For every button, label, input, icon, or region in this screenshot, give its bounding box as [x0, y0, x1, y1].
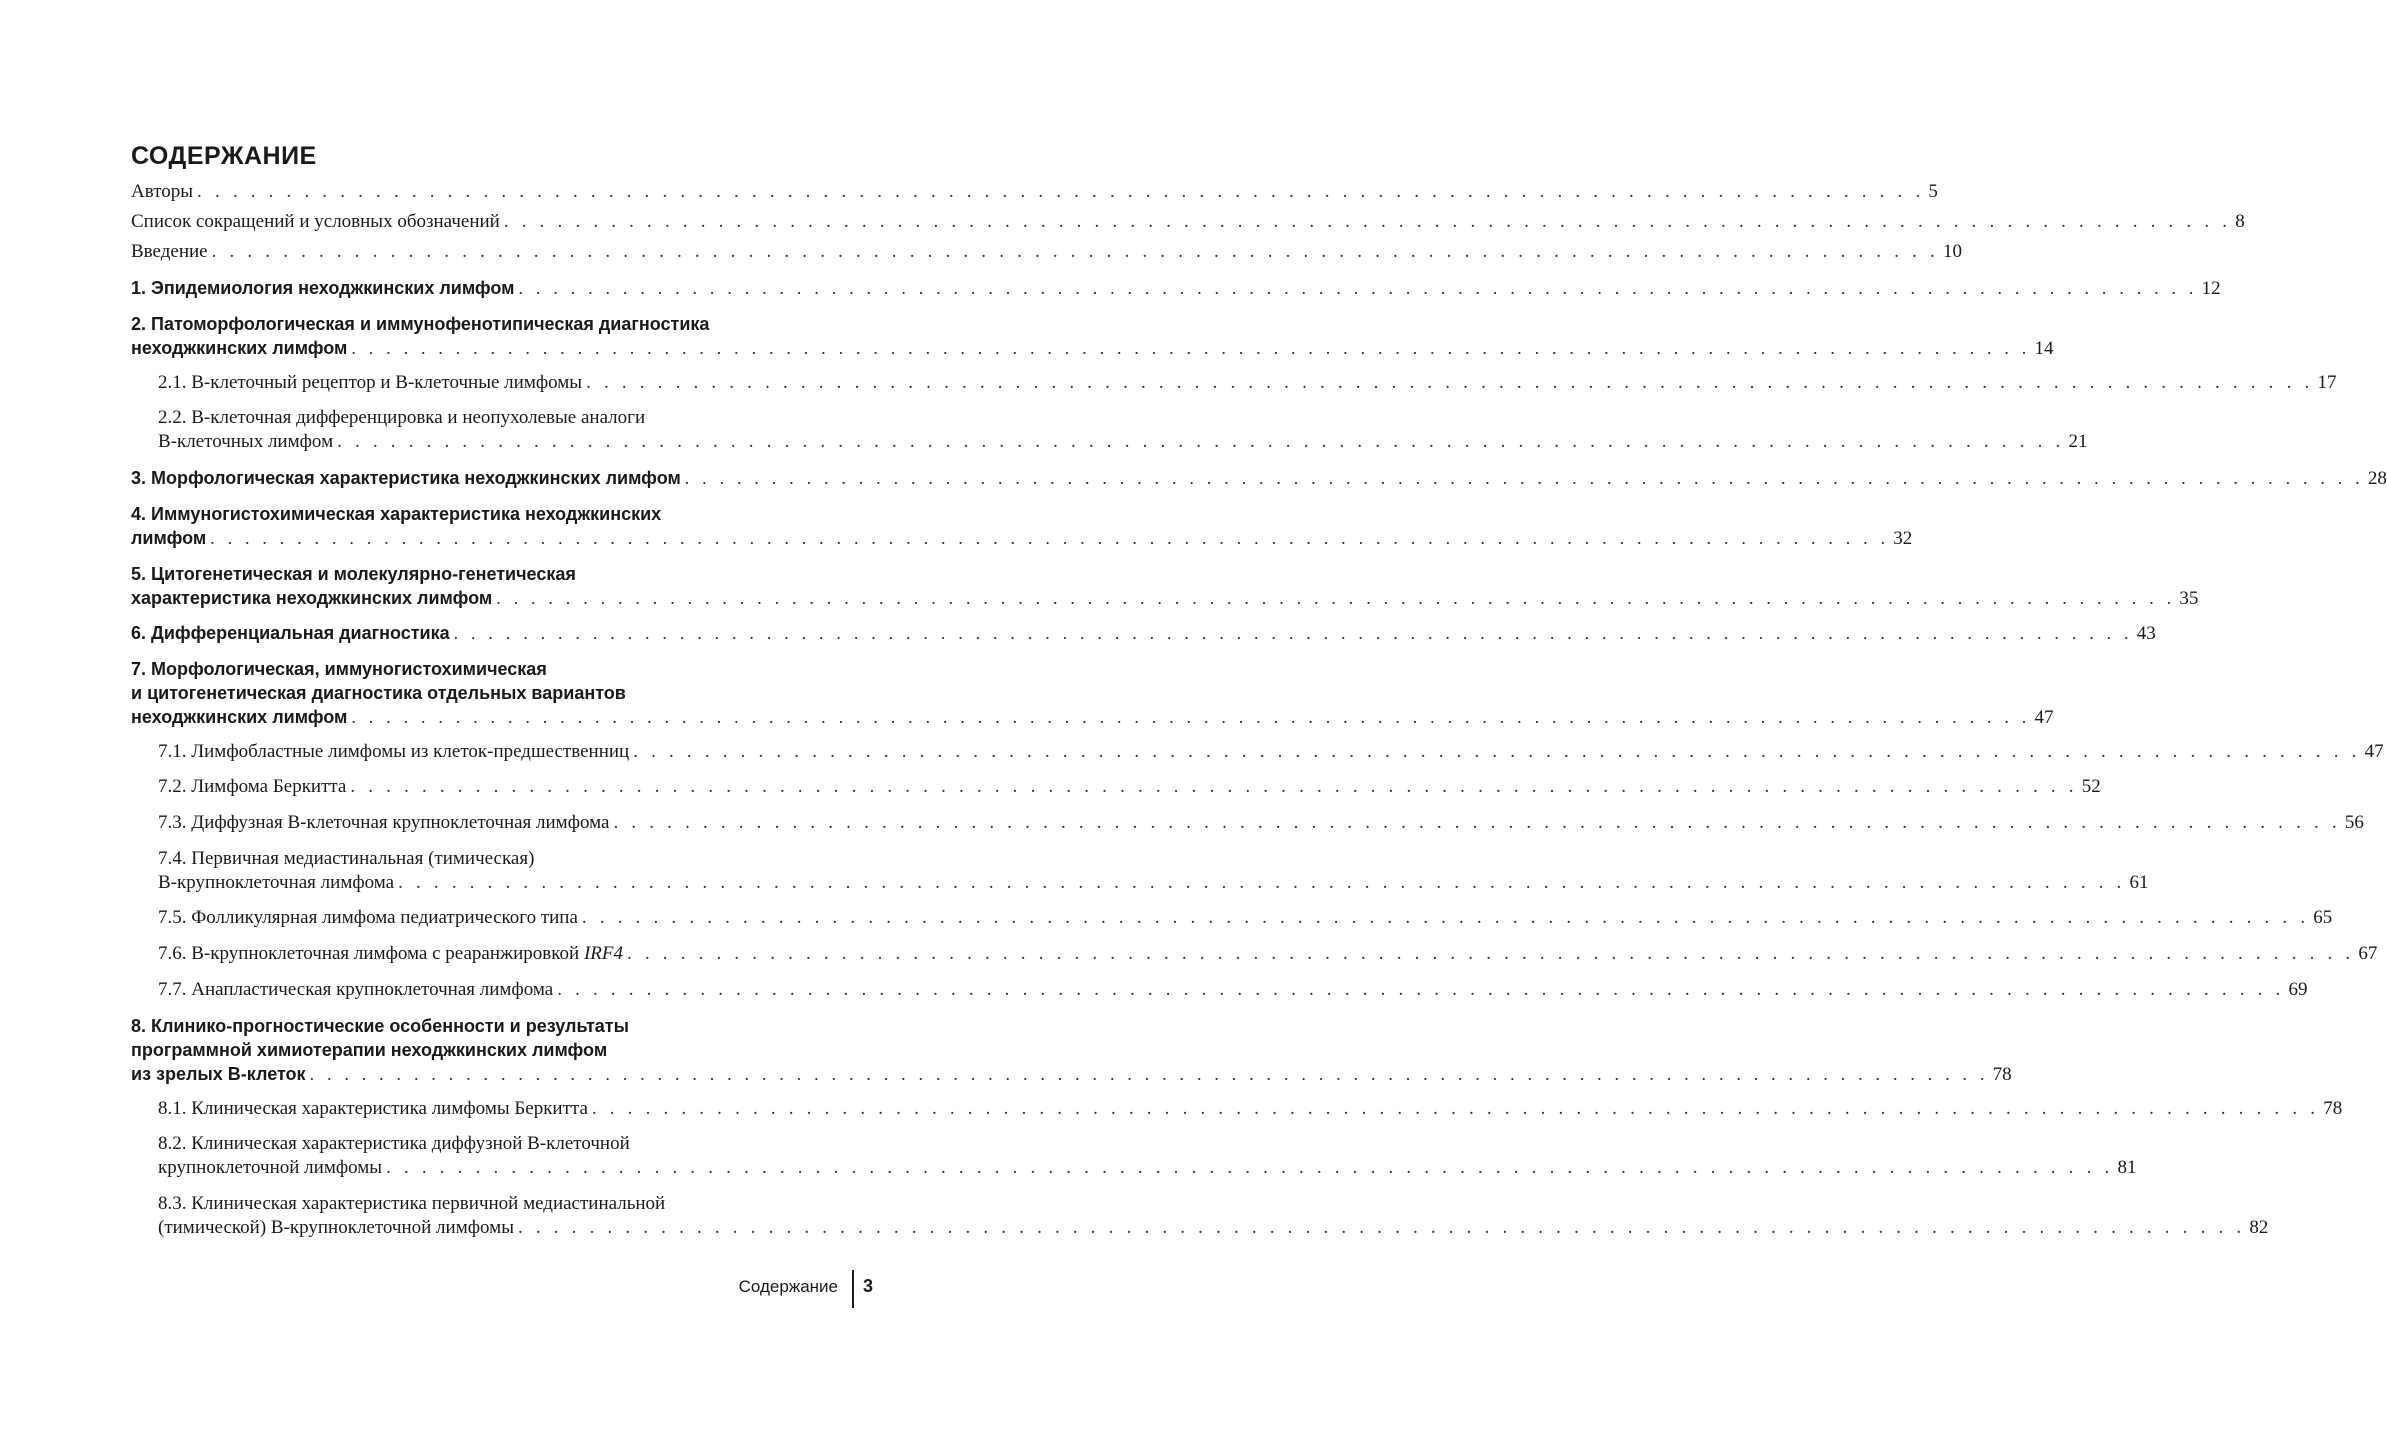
- leader-dots: . . . . . . . . . . . . . . . . . . . . . . . . . . . . . . . . . . . . . . . . . . . . . . . . . . . . . . . . . . . . . . . . . . . . . . . . . . . . . . . . . . . . . . . . . . . . . . . . .: [386, 1157, 2114, 1178]
- page-title: СОДЕРЖАНИЕ: [131, 142, 317, 170]
- toc-section-7-5[interactable]: [158, 906, 2333, 930]
- toc-entry-title-line: (тимической) В-крупноклеточной лимфомы: [158, 1217, 514, 1238]
- toc-entry-title-text: 7.6. В-крупноклеточная лимфома с реаранжировкой: [158, 943, 584, 964]
- leader-dots: . . . . . . . . . . . . . . . . . . . . . . . . . . . . . . . . . . . . . . . . . . . . . . . . . . . . . . . . . . . . . . . . . . . . . . . . . . . . . . . . . . . . . . . . . . . . . . . . .: [309, 1064, 1989, 1084]
- toc-page-number: 78: [1992, 1064, 2012, 1085]
- leader-dots: . . . . . . . . . . . . . . . . . . . . . . . . . . . . . . . . . . . . . . . . . . . . . . . . . . . . . . . . . . . . . . . . . . . . . . . . . . . . . . . . . . . . . . . . . . . . . . . . .: [197, 181, 1925, 202]
- toc-entry-title-line: 7.4. Первичная медиастинальная (тимическая): [158, 848, 535, 869]
- leader-dots: . . . . . . . . . . . . . . . . . . . . . . . . . . . . . . . . . . . . . . . . . . . . . . . . . . . . . . . . . . . . . . . . . . . . . . . . . . . . . . . . . . . . . . . . . . . . . . . . .: [557, 979, 2285, 1000]
- toc-entry-title-line: и цитогенетическая диагностика отдельных вариантов: [131, 683, 626, 703]
- toc-entry-title-line: 8. Клинико-прогностические особенности и результаты: [131, 1016, 629, 1036]
- toc-section-2-2[interactable]: [158, 406, 2088, 454]
- toc-entry-title-line: программной химиотерапии неходжкинских лимфом: [131, 1040, 608, 1060]
- toc-entry-title-line: 8.2. Клиническая характеристика диффузной В-клеточной: [158, 1133, 630, 1154]
- toc-entry-title-line: В-крупноклеточная лимфома: [158, 872, 395, 893]
- page-number: 3: [863, 1276, 874, 1296]
- toc-page-number: 47: [2034, 707, 2054, 728]
- toc-page-number: 78: [2323, 1098, 2343, 1119]
- toc-entry-title-line: 8.3. Клиническая характеристика первичной медиастинальной: [158, 1193, 666, 1214]
- toc-section-8-1[interactable]: [158, 1097, 2343, 1121]
- toc-page-number: 65: [2313, 907, 2333, 928]
- page-footer: [700, 1276, 880, 1302]
- toc-page-number: 8: [2235, 211, 2245, 232]
- toc-entry-title: Авторы: [131, 181, 194, 202]
- leader-dots: . . . . . . . . . . . . . . . . . . . . . . . . . . . . . . . . . . . . . . . . . . . . . . . . . . . . . . . . . . . . . . . . . . . . . . . . . . . . . . . . . . . . . . . . . . . . . . . . .: [337, 431, 2065, 452]
- leader-dots: . . . . . . . . . . . . . . . . . . . . . . . . . . . . . . . . . . . . . . . . . . . . . . . . . . . . . . . . . . . . . . . . . . . . . . . . . . . . . . . . . . . . . . . . . . . . . . . . .: [518, 278, 2198, 298]
- toc-page-number: 82: [2249, 1217, 2269, 1238]
- toc-chapter-5[interactable]: [131, 562, 2199, 611]
- toc-page-number: 81: [2117, 1157, 2137, 1178]
- leader-dots: . . . . . . . . . . . . . . . . . . . . . . . . . . . . . . . . . . . . . . . . . . . . . . . . . . . . . . . . . . . . . . . . . . . . . . . . . . . . . . . . . . . . . . . . . . . . . . . . .: [350, 776, 2078, 797]
- toc-entry-title: 1. Эпидемиология неходжкинских лимфом: [131, 278, 515, 298]
- leader-dots: . . . . . . . . . . . . . . . . . . . . . . . . . . . . . . . . . . . . . . . . . . . . . . . . . . . . . . . . . . . . . . . . . . . . . . . . . . . . . . . . . . . . . . . . . . . . . . . . .: [586, 372, 2314, 393]
- leader-dots: . . . . . . . . . . . . . . . . . . . . . . . . . . . . . . . . . . . . . . . . . . . . . . . . . . . . . . . . . . . . . . . . . . . . . . . . . . . . . . . . . . . . . . . . . . . . . . . . .: [496, 588, 2176, 608]
- leader-dots: . . . . . . . . . . . . . . . . . . . . . . . . . . . . . . . . . . . . . . . . . . . . . . . . . . . . . . . . . . . . . . . . . . . . . . . . . . . . . . . . . . . . . . . . . . . . . . . . .: [351, 338, 2031, 358]
- toc-page-number: 17: [2317, 372, 2337, 393]
- toc-entry-title-line: из зрелых В-клеток: [131, 1064, 306, 1084]
- toc-entry-title-line: В-клеточных лимфом: [158, 431, 334, 452]
- toc-section-8-3[interactable]: [158, 1192, 2269, 1240]
- toc-page-number: 67: [2358, 943, 2378, 964]
- leader-dots: . . . . . . . . . . . . . . . . . . . . . . . . . . . . . . . . . . . . . . . . . . . . . . . . . . . . . . . . . . . . . . . . . . . . . . . . . . . . . . . . . . . . . . . . . . . . . . . . .: [503, 211, 2232, 232]
- toc-page-number: 43: [2136, 623, 2156, 644]
- toc-page-number: 32: [1893, 528, 1913, 549]
- toc-entry-title-line: 2. Патоморфологическая и иммунофенотипическая диагностика: [131, 314, 710, 334]
- running-section-label: Содержание: [738, 1277, 838, 1296]
- toc-chapter-8[interactable]: [131, 1014, 2012, 1087]
- toc-chapter-4[interactable]: [131, 502, 1913, 551]
- toc-chapter-3[interactable]: [131, 466, 2387, 491]
- toc-page-number: 10: [1942, 241, 1962, 262]
- leader-dots: . . . . . . . . . . . . . . . . . . . . . . . . . . . . . . . . . . . . . . . . . . . . . . . . . . . . . . . . . . . . . . . . . . . . . . . . . . . . . . . . . . . . . . . . . . . . . . . . .: [453, 623, 2133, 643]
- toc-entry-title: 6. Дифференциальная диагностика: [131, 623, 450, 643]
- toc-entry-title-line: 7. Морфологическая, иммуногистохимическая: [131, 659, 547, 679]
- toc-entry-title: 7.2. Лимфома Беркитта: [158, 776, 347, 797]
- gene-name: IRF4: [583, 943, 623, 964]
- toc-entry-title: 3. Морфологическая характеристика неходжкинских лимфом: [131, 468, 681, 488]
- toc-entry-title-line: характеристика неходжкинских лимфом: [131, 588, 493, 608]
- toc-page-number: 35: [2179, 588, 2199, 609]
- toc-entry-title: 7.5. Фолликулярная лимфома педиатрического типа: [158, 907, 578, 928]
- toc-section-7-4[interactable]: [158, 847, 2149, 895]
- toc-page-number: 28: [2367, 468, 2387, 489]
- leader-dots: . . . . . . . . . . . . . . . . . . . . . . . . . . . . . . . . . . . . . . . . . . . . . . . . . . . . . . . . . . . . . . . . . . . . . . . . . . . . . . . . . . . . . . . . . . . . . . . . .: [581, 907, 2310, 928]
- footer-divider: [852, 1270, 854, 1308]
- toc-chapter-1[interactable]: [131, 276, 2221, 301]
- toc-entry-abbreviations[interactable]: [131, 210, 2245, 234]
- toc-page-number: 61: [2129, 872, 2149, 893]
- toc-entry-title-line: 2.2. В-клеточная дифференцировка и неопухолевые аналоги: [158, 407, 646, 428]
- toc-section-8-2[interactable]: [158, 1132, 2137, 1180]
- toc-section-7-7[interactable]: [158, 978, 2308, 1002]
- toc-section-7-3[interactable]: [158, 811, 2364, 835]
- toc-entry-title-line: крупноклеточной лимфомы: [158, 1157, 383, 1178]
- toc-page-number: 21: [2068, 431, 2088, 452]
- toc-entry-title-line: неходжкинских лимфом: [131, 707, 348, 727]
- toc-page-number: 56: [2344, 812, 2364, 833]
- toc-page-number: 47: [2364, 741, 2384, 762]
- toc-entry-title: [158, 942, 623, 966]
- leader-dots: . . . . . . . . . . . . . . . . . . . . . . . . . . . . . . . . . . . . . . . . . . . . . . . . . . . . . . . . . . . . . . . . . . . . . . . . . . . . . . . . . . . . . . . . . . . . . . . . .: [351, 707, 2031, 727]
- toc-entry-title-line: лимфом: [131, 528, 207, 548]
- toc-entry-title-line: неходжкинских лимфом: [131, 338, 348, 358]
- leader-dots: . . . . . . . . . . . . . . . . . . . . . . . . . . . . . . . . . . . . . . . . . . . . . . . . . . . . . . . . . . . . . . . . . . . . . . . . . . . . . . . . . . . . . . . . . . . . . . . . .: [684, 468, 2364, 488]
- toc-entry-title-line: 5. Цитогенетическая и молекулярно-генетическая: [131, 564, 576, 584]
- leader-dots: . . . . . . . . . . . . . . . . . . . . . . . . . . . . . . . . . . . . . . . . . . . . . . . . . . . . . . . . . . . . . . . . . . . . . . . . . . . . . . . . . . . . . . . . . . . . . . . . .: [398, 872, 2126, 893]
- toc-entry-title: 7.1. Лимфобластные лимфомы из клеток-предшественниц: [158, 741, 630, 762]
- toc-entry-title-line: 4. Иммуногистохимическая характеристика неходжкинских: [131, 504, 662, 524]
- toc-entry-title: Список сокращений и условных обозначений: [131, 211, 500, 232]
- toc-entry-title: 8.1. Клиническая характеристика лимфомы Беркитта: [158, 1098, 588, 1119]
- toc-section-7-2[interactable]: [158, 775, 2101, 799]
- toc-page-number: 12: [2201, 278, 2221, 299]
- toc-page-number: 69: [2288, 979, 2308, 1000]
- toc-section-2-1[interactable]: [158, 371, 2337, 395]
- leader-dots: . . . . . . . . . . . . . . . . . . . . . . . . . . . . . . . . . . . . . . . . . . . . . . . . . . . . . . . . . . . . . . . . . . . . . . . . . . . . . . . . . . . . . . . . . . . . . . . . .: [210, 528, 1890, 548]
- leader-dots: . . . . . . . . . . . . . . . . . . . . . . . . . . . . . . . . . . . . . . . . . . . . . . . . . . . . . . . . . . . . . . . . . . . . . . . . . . . . . . . . . . . . . . . . . . . . . . . . .: [211, 241, 1939, 262]
- toc-chapter-6[interactable]: [131, 621, 2156, 646]
- toc-page-number: 5: [1928, 181, 1938, 202]
- toc-page-number: 52: [2081, 776, 2101, 797]
- leader-dots: . . . . . . . . . . . . . . . . . . . . . . . . . . . . . . . . . . . . . . . . . . . . . . . . . . . . . . . . . . . . . . . . . . . . . . . . . . . . . . . . . . . . . . . . . . . . . . . . .: [591, 1098, 2320, 1119]
- toc-entry-title: 2.1. В-клеточный рецептор и В-клеточные лимфомы: [158, 372, 583, 393]
- toc-entry-title: 7.3. Диффузная В-клеточная крупноклеточная лимфома: [158, 812, 610, 833]
- toc-page-number: 14: [2034, 338, 2054, 359]
- leader-dots: . . . . . . . . . . . . . . . . . . . . . . . . . . . . . . . . . . . . . . . . . . . . . . . . . . . . . . . . . . . . . . . . . . . . . . . . . . . . . . . . . . . . . . . . . . . . . . . . .: [627, 943, 2355, 964]
- leader-dots: . . . . . . . . . . . . . . . . . . . . . . . . . . . . . . . . . . . . . . . . . . . . . . . . . . . . . . . . . . . . . . . . . . . . . . . . . . . . . . . . . . . . . . . . . . . . . . . . .: [517, 1217, 2246, 1238]
- leader-dots: . . . . . . . . . . . . . . . . . . . . . . . . . . . . . . . . . . . . . . . . . . . . . . . . . . . . . . . . . . . . . . . . . . . . . . . . . . . . . . . . . . . . . . . . . . . . . . . . .: [633, 741, 2361, 762]
- toc-chapter-2[interactable]: [131, 312, 2054, 361]
- toc-entry-title: 7.7. Анапластическая крупноклеточная лимфома: [158, 979, 554, 1000]
- toc-section-7-6[interactable]: [158, 942, 2378, 966]
- toc-entry-introduction[interactable]: [131, 240, 1962, 264]
- leader-dots: . . . . . . . . . . . . . . . . . . . . . . . . . . . . . . . . . . . . . . . . . . . . . . . . . . . . . . . . . . . . . . . . . . . . . . . . . . . . . . . . . . . . . . . . . . . . . . . . .: [613, 812, 2341, 833]
- toc-entry-title: Введение: [131, 241, 208, 262]
- toc-chapter-7[interactable]: [131, 657, 2054, 730]
- toc-section-7-1[interactable]: [158, 740, 2384, 764]
- toc-entry-authors[interactable]: [131, 180, 1938, 204]
